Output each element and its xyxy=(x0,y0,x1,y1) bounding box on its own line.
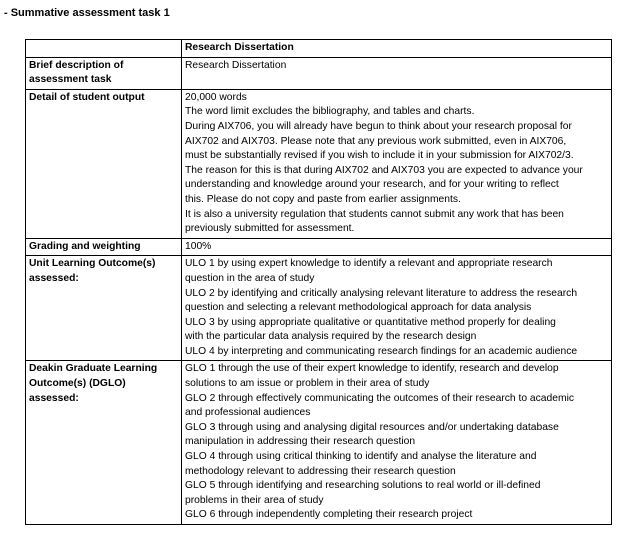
value-line: manipulation in addressing their research question xyxy=(185,436,416,448)
value-line: 20,000 words xyxy=(185,91,247,103)
value-line: GLO 3 through using and analysing digital resources and/or undertaking database xyxy=(185,421,559,433)
assessment-table xyxy=(25,39,612,525)
value-line: GLO 2 through effectively communicating the outcomes of their research to academic xyxy=(185,392,574,404)
row-value xyxy=(182,256,612,361)
value-line: methodology relevant to addressing their research question xyxy=(185,465,456,477)
label-line: Grading and weighting xyxy=(29,240,141,252)
value-line: Research Dissertation xyxy=(185,59,287,71)
row-value xyxy=(182,57,612,89)
value-line: this. Please do not copy and paste from earlier assignments. xyxy=(185,193,461,205)
value-line: solutions to am issue or problem in their area of study xyxy=(185,378,430,390)
table-row-brief-description xyxy=(26,57,612,89)
value-line: and professional audiences xyxy=(185,407,311,419)
value-line: GLO 4 through using critical thinking to identify and analyse the literature and xyxy=(185,451,537,463)
column-header: Research Dissertation xyxy=(182,40,612,58)
value-line: must be substantially revised if you wish to include it in your submission for AIX702/3. xyxy=(185,150,574,162)
task-heading: - Summative assessment task 1 xyxy=(4,7,170,19)
value-line: ULO 4 by interpreting and communicating research findings for an academic audience xyxy=(185,345,578,357)
value-line: GLO 6 through independently completing their research project xyxy=(185,509,473,521)
row-value xyxy=(182,238,612,256)
table-row-dglo xyxy=(26,361,612,525)
value-line: The word limit excludes the bibliography, and tables and charts. xyxy=(185,106,475,118)
value-line: question in the area of study xyxy=(185,272,315,284)
value-line: GLO 1 through the use of their expert knowledge to identify, research and develop xyxy=(185,363,559,375)
label-line: assessed: xyxy=(29,392,79,404)
value-line: previously submitted for assessment. xyxy=(185,223,355,235)
label-line: assessment task xyxy=(29,74,112,86)
table-row-student-output xyxy=(26,89,612,238)
value-line: AIX702 and AIX703. Please note that any previous work submitted, even in AIX706, xyxy=(185,135,567,147)
header-empty-cell xyxy=(26,40,182,58)
value-line: ULO 2 by identifying and critically analysing relevant literature to address the research xyxy=(185,287,578,299)
value-line: ULO 3 by using appropriate qualitative or quantitative method properly for dealing xyxy=(185,316,556,328)
row-label xyxy=(26,57,182,89)
table-row-ulo xyxy=(26,256,612,361)
value-line: GLO 5 through identifying and researching solutions to real world or ill-defined xyxy=(185,480,541,492)
label-line: Outcome(s) (DGLO) xyxy=(29,378,126,390)
value-line: problems in their area of study xyxy=(185,494,324,506)
row-label xyxy=(26,361,182,525)
label-line: assessed: xyxy=(29,272,79,284)
value-line: with the particular data analysis required by the research design xyxy=(185,331,477,343)
value-line: understanding and knowledge around your research, and for your writing to reflect xyxy=(185,179,559,191)
value-line: It is also a university regulation that students cannot submit any work that has been xyxy=(185,208,564,220)
table-header-row xyxy=(26,40,612,58)
table-row-grading xyxy=(26,238,612,256)
label-line: Detail of student output xyxy=(29,91,145,103)
row-label xyxy=(26,238,182,256)
label-line: Brief description of xyxy=(29,59,124,71)
row-label xyxy=(26,89,182,238)
value-line: ULO 1 by using expert knowledge to identify a relevant and appropriate research xyxy=(185,258,553,270)
value-line: During AIX706, you will already have begun to think about your research proposal for xyxy=(185,120,572,132)
row-value xyxy=(182,361,612,525)
value-line: question and selecting a relevant methodological approach for data analysis xyxy=(185,302,532,314)
value-line: 100% xyxy=(185,240,212,252)
label-line: Unit Learning Outcome(s) xyxy=(29,258,156,270)
row-value xyxy=(182,89,612,238)
value-line: The reason for this is that during AIX702 and AIX703 you are expected to advance your xyxy=(185,164,583,176)
row-label xyxy=(26,256,182,361)
label-line: Deakin Graduate Learning xyxy=(29,363,158,375)
